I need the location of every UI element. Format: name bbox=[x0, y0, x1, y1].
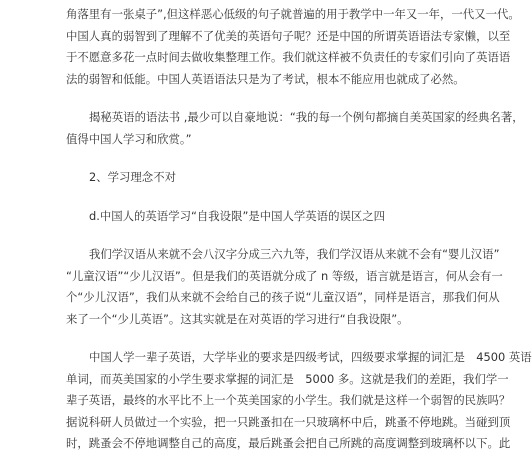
text-line: 揭秘英语的语法书 ,最少可以自豪地说：“我的每一个例句都摘自美英国家的经典名著， bbox=[89, 110, 524, 124]
paragraph-6 bbox=[66, 347, 532, 455]
paragraph-spacer bbox=[66, 330, 450, 347]
text-line: 单词，而英美国家的小学生要求掌握的词汇是 5000 多。这就是我们的差距，我们学一 bbox=[66, 371, 509, 386]
paragraph-5 bbox=[66, 244, 503, 330]
paragraph-2 bbox=[66, 107, 524, 150]
text-line: 辈子英语，最终的水平比不上一个英美国家的小学生。我们就是这样一个弱智的民族吗？ bbox=[66, 393, 511, 407]
text-line: 中国人学一辈子英语，大学毕业的要求是四级考试，四级要求掌握的词汇是 4500 英语 bbox=[89, 350, 532, 364]
text-line: 法的弱智和低能。中国人英语语法只是为了考试，根本不能应用也就成了必然。 bbox=[66, 71, 465, 86]
text-line: 据说科研人员做过一个实验，把一只跳蚤扣在一只玻璃杯中后，跳蚤不停地跳。当碰到顶 bbox=[66, 414, 511, 429]
text-line: 角落里有一张桌子”,但这样恶心低级的句子就普遍的用于教学中一年又一年，一代又一代。 bbox=[66, 7, 520, 21]
subsection-heading bbox=[66, 206, 450, 228]
text-line: 个“少儿汉语”，我们从来就不会给自己的孩子说“儿童汉语”，同样是语言，那我们何从 bbox=[66, 290, 500, 304]
text-line: 时，跳蚤会不停地调整自己的高度，最后跳蚤会把自己所跳的高度调整到玻璃杯以下。此 bbox=[66, 436, 511, 450]
text-line: 我们学汉语从来就不会八汉字分成三六九等，我们学汉语从来就不会有“婴儿汉语” bbox=[89, 247, 500, 261]
text-line: d.中国人的英语学习“自我设限”是中国人学英语的误区之四 bbox=[89, 208, 386, 223]
paragraph-spacer bbox=[66, 150, 450, 167]
text-line: 值得中国人学习和欣赏。” bbox=[66, 131, 192, 146]
paragraph-1 bbox=[66, 4, 520, 90]
article-body bbox=[66, 4, 532, 455]
section-heading bbox=[66, 167, 450, 189]
text-line: 来了一个“少儿英语”。这其实就是在对英语的学习进行“自我设限”。 bbox=[66, 311, 409, 326]
paragraph-spacer bbox=[66, 227, 450, 244]
text-line: “儿童汉语”“少儿汉语”。但是我们的英语就分成了 n 等级，语言就是语言，何从会有一 bbox=[66, 268, 503, 283]
text-line: 2、学习理念不对 bbox=[89, 170, 176, 184]
paragraph-spacer bbox=[66, 189, 450, 206]
text-line: 于不愿意多花一点时间去做收集整理工作。我们就这样被不负责任的专家们引向了英语语 bbox=[66, 50, 511, 64]
paragraph-spacer bbox=[66, 90, 450, 107]
text-line: 中国人真的弱智到了理解不了优美的英语句子呢？还是中国的所谓英语语法专家懒，以至 bbox=[66, 28, 511, 43]
